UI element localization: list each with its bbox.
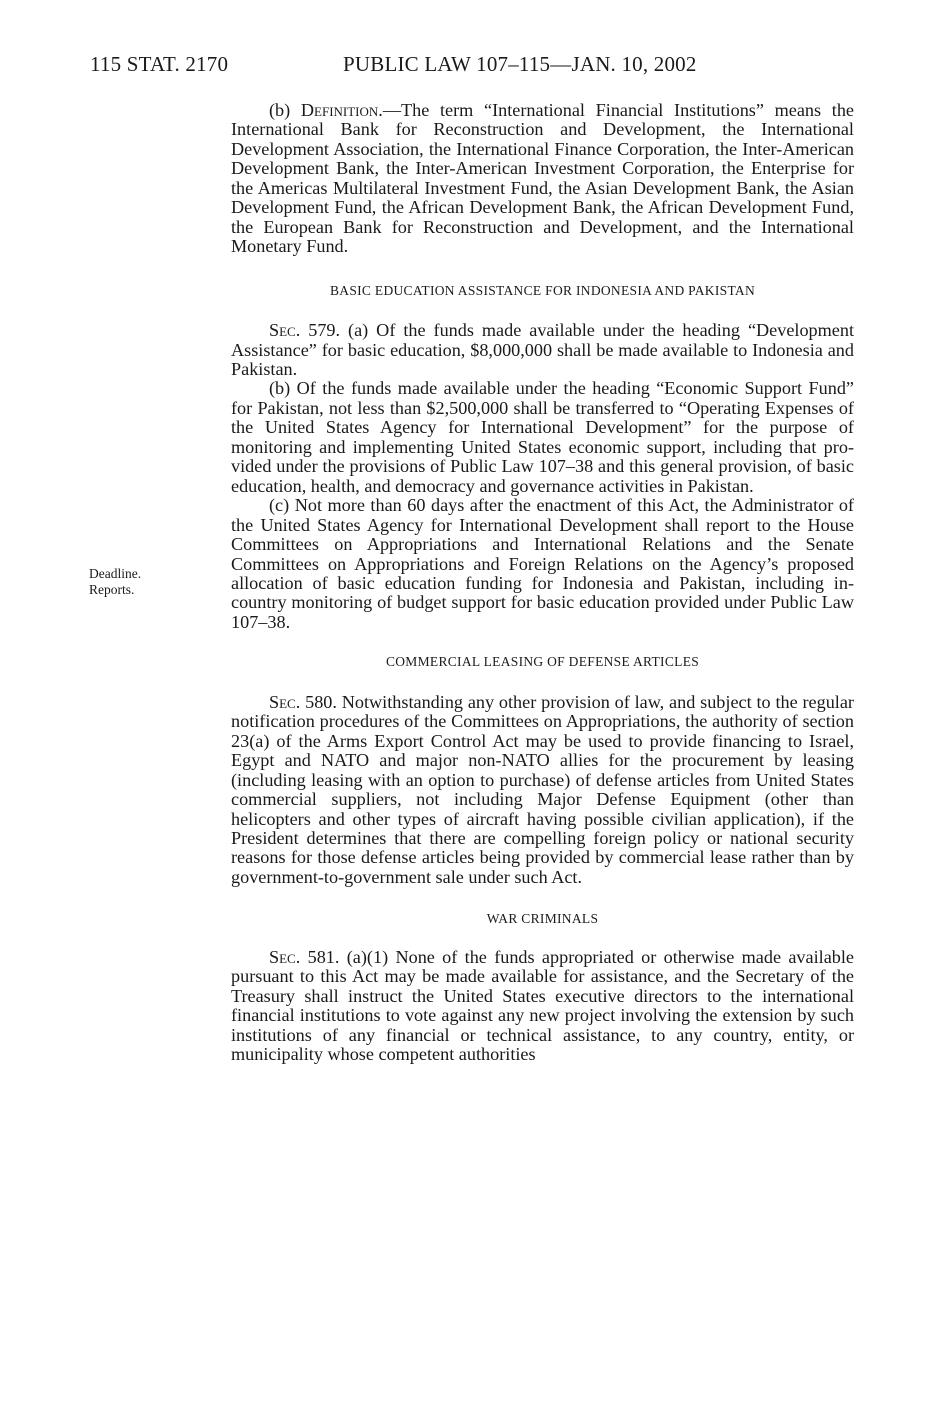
margin-note-deadline: Deadline. [89, 566, 142, 581]
sec-579-a-text: . 579. (a) Of the funds made available under the heading “Development Assistance” for basic education, $8,000,000 shall be made available to Indonesia and Pakistan. [231, 320, 854, 379]
main-text-column [231, 101, 854, 1064]
definition-paragraph [231, 101, 854, 257]
sec-579-c: (c) Not more than 60 days after the enactment of this Act, the Administrator of the United States Agency for International Development shall report to the House Committees on Appropriations and International Relations and the Senate Committees on Appropriations and Foreign Relations on the Agency’s proposed allocation of basic education funding for Indonesia and Pakistan, including in-country monitoring of budget support for basic education provided under Public Law 107–38. [231, 495, 854, 632]
sec-label: Sec [269, 691, 296, 712]
section-heading-579: BASIC EDUCATION ASSISTANCE FOR INDONESIA AND PAKISTAN [329, 282, 756, 298]
sec-580-paragraph [231, 693, 854, 888]
definition-label: (b) [269, 100, 301, 120]
sec-579-b: (b) Of the funds made available under the heading “Economic Support Fund” for Pakistan, not less than $2,500,000 shall be transferred to “Operating Expenses of the United States Agency for International Development” for the purpose of monitoring and implementing United States economic support, including that provided under the provisions of Public Law 107–38 and this general provision, of basic education, health, and democracy and governance activities in Pakistan. [231, 378, 854, 496]
sec-581-text: . 581. (a)(1) None of the funds appropriated or otherwise made available pursuant to this Act may be made available for assistance, and the Secretary of the Treasury shall instruct the United States executive directors to the international financial institutions to vote against any new project involving the extension by such institutions of any financial or technical assistance, to any country, entity, or municipality whose competent authorities [231, 946, 854, 1065]
sec-label: Sec [269, 946, 296, 967]
running-title: PUBLIC LAW 107–115—JAN. 10, 2002 [343, 52, 697, 76]
margin-note-reports: Reports. [89, 582, 135, 597]
margin-note [89, 566, 179, 598]
sec-581-paragraph [231, 948, 854, 1065]
definition-caption: Definition [300, 100, 379, 120]
sec-580-text: . 580. Notwithstanding any other provision of law, and subject to the regular notification procedures of the Committees on Appropriations, the authority of section 23(a) of the Arms Export Control Act may be used to provide financing to Israel, Egypt and NATO and major non-NATO allies for the procurement by leasing (including leasing with an option to purchase) of defense articles from United States commercial suppliers, not including Major Defense Equipment (other than helicopters and other types of aircraft having possible civilian application), if the President determines that there are compelling foreign policy or national security reasons for those defense articles being provided by commercial lease rather than by government-to-government sale under such Act. [231, 691, 854, 887]
page-header [90, 52, 850, 84]
page-number: 115 STAT. 2170 [90, 52, 229, 76]
sec-label: Sec [269, 320, 296, 341]
section-heading-580: COMMERCIAL LEASING OF DEFENSE ARTICLES [385, 654, 700, 670]
section-heading-581: WAR CRIMINALS [486, 911, 599, 927]
definition-text: .—The term “International Financial Institutions” means the International Bank for Reconstruction and Development, the International Development Association, the International Finance Corporation, the Inter-American Development Bank, the Inter-American Investment Corporation, the Enterprise for the Americas Multilateral Investment Fund, the Asian Development Bank, the Asian Development Fund, the African Development Bank, the African Development Fund, the European Bank for Reconstruction and Development, and the International Monetary Fund. [231, 100, 854, 257]
sec-579-a [231, 321, 854, 379]
